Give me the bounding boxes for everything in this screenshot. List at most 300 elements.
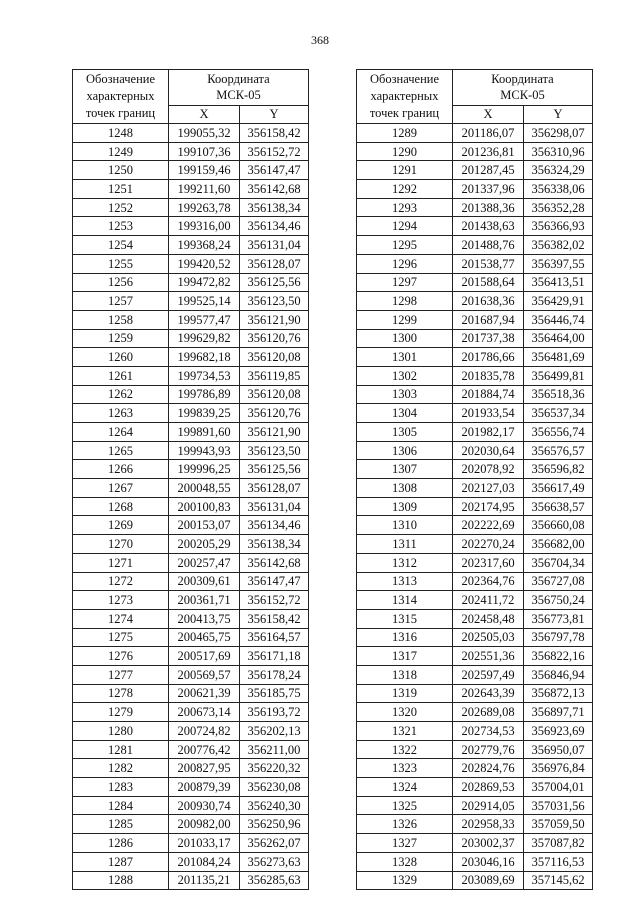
point-id-cell: 1298 — [357, 292, 453, 311]
y-coordinate-cell: 357145,62 — [524, 871, 593, 890]
x-coordinate-cell: 203002,37 — [453, 834, 524, 853]
point-id-cell: 1258 — [73, 310, 169, 329]
y-coordinate-cell: 356413,51 — [524, 273, 593, 292]
table-row — [73, 236, 309, 255]
point-id-cell: 1271 — [73, 553, 169, 572]
table-row — [73, 254, 309, 273]
y-coordinate-cell: 356429,91 — [524, 292, 593, 311]
point-id-cell: 1307 — [357, 460, 453, 479]
coordinate-header-line1: Координата — [491, 72, 554, 87]
x-coordinate-cell: 200517,69 — [169, 647, 240, 666]
y-coordinate-cell: 356171,18 — [240, 647, 309, 666]
x-coordinate-cell: 201488,76 — [453, 236, 524, 255]
y-coordinate-cell: 356660,08 — [524, 516, 593, 535]
x-coordinate-cell: 202824,76 — [453, 759, 524, 778]
table-row — [73, 852, 309, 871]
y-coordinate-cell: 357004,01 — [524, 778, 593, 797]
x-coordinate-cell: 201438,63 — [453, 217, 524, 236]
point-id-cell: 1261 — [73, 366, 169, 385]
x-coordinate-cell: 199263,78 — [169, 198, 240, 217]
point-id-cell: 1318 — [357, 665, 453, 684]
point-id-cell: 1289 — [357, 124, 453, 143]
table-row — [357, 124, 593, 143]
point-id-cell: 1302 — [357, 366, 453, 385]
y-coordinate-cell: 356142,68 — [240, 180, 309, 199]
point-id-cell: 1299 — [357, 310, 453, 329]
x-coordinate-cell: 200724,82 — [169, 722, 240, 741]
table-row — [73, 628, 309, 647]
y-coordinate-cell: 356123,50 — [240, 292, 309, 311]
point-id-cell: 1263 — [73, 404, 169, 423]
y-coordinate-cell: 356250,96 — [240, 815, 309, 834]
x-coordinate-cell: 201538,77 — [453, 254, 524, 273]
table-row — [357, 665, 593, 684]
y-coordinate-cell: 356142,68 — [240, 553, 309, 572]
point-id-cell: 1270 — [73, 535, 169, 554]
x-coordinate-cell: 202869,53 — [453, 778, 524, 797]
y-coordinate-cell: 356158,42 — [240, 124, 309, 143]
x-coordinate-cell: 199734,53 — [169, 366, 240, 385]
point-id-cell: 1327 — [357, 834, 453, 853]
y-coordinate-cell: 356556,74 — [524, 423, 593, 442]
y-coordinate-cell: 356120,76 — [240, 404, 309, 423]
table-row — [73, 366, 309, 385]
x-coordinate-cell: 200930,74 — [169, 796, 240, 815]
x-coordinate-cell: 200257,47 — [169, 553, 240, 572]
point-id-cell: 1287 — [73, 852, 169, 871]
x-coordinate-cell: 202364,76 — [453, 572, 524, 591]
y-coordinate-cell: 356158,42 — [240, 609, 309, 628]
point-id-cell: 1329 — [357, 871, 453, 890]
point-id-cell: 1282 — [73, 759, 169, 778]
table-row — [73, 441, 309, 460]
table-row — [357, 647, 593, 666]
table-row — [357, 497, 593, 516]
x-coordinate-cell: 200776,42 — [169, 740, 240, 759]
table-row — [73, 647, 309, 666]
y-coordinate-cell: 356147,47 — [240, 161, 309, 180]
x-column-header: X — [169, 105, 240, 123]
table-row — [73, 385, 309, 404]
point-id-cell: 1277 — [73, 665, 169, 684]
point-id-header-line2: характерных — [86, 89, 155, 103]
table-row — [73, 684, 309, 703]
point-id-cell: 1274 — [73, 609, 169, 628]
table-row — [357, 385, 593, 404]
x-coordinate-cell: 199159,46 — [169, 161, 240, 180]
x-coordinate-cell: 202458,48 — [453, 609, 524, 628]
point-id-cell: 1248 — [73, 124, 169, 143]
y-coordinate-cell: 356138,34 — [240, 198, 309, 217]
x-coordinate-cell: 200982,00 — [169, 815, 240, 834]
y-coordinate-cell: 356131,04 — [240, 236, 309, 255]
table-row — [73, 516, 309, 535]
point-id-cell: 1252 — [73, 198, 169, 217]
y-coordinate-cell: 356120,08 — [240, 348, 309, 367]
point-id-cell: 1301 — [357, 348, 453, 367]
table-row — [73, 460, 309, 479]
x-coordinate-cell: 201884,74 — [453, 385, 524, 404]
table-row — [73, 796, 309, 815]
x-coordinate-cell: 200361,71 — [169, 591, 240, 610]
x-coordinate-cell: 202127,03 — [453, 479, 524, 498]
table-row — [357, 516, 593, 535]
y-coordinate-cell: 356134,46 — [240, 217, 309, 236]
table-row — [73, 161, 309, 180]
x-coordinate-cell: 201135,21 — [169, 871, 240, 890]
coordinates-table-body — [357, 124, 593, 890]
y-column-header: Y — [240, 105, 309, 123]
point-id-cell: 1308 — [357, 479, 453, 498]
point-id-cell: 1260 — [73, 348, 169, 367]
y-coordinate-cell: 356121,90 — [240, 310, 309, 329]
table-row — [357, 479, 593, 498]
x-coordinate-cell: 202270,24 — [453, 535, 524, 554]
y-coordinate-cell: 356262,07 — [240, 834, 309, 853]
x-coordinate-cell: 199525,14 — [169, 292, 240, 311]
table-row — [357, 180, 593, 199]
x-coordinate-cell: 199107,36 — [169, 142, 240, 161]
y-coordinate-cell: 356152,72 — [240, 142, 309, 161]
table-row — [73, 703, 309, 722]
x-coordinate-cell: 202317,60 — [453, 553, 524, 572]
point-id-cell: 1256 — [73, 273, 169, 292]
x-coordinate-cell: 202505,03 — [453, 628, 524, 647]
y-coordinate-cell: 356125,56 — [240, 273, 309, 292]
point-id-cell: 1296 — [357, 254, 453, 273]
y-coordinate-cell: 356846,94 — [524, 665, 593, 684]
table-row — [357, 273, 593, 292]
point-id-cell: 1310 — [357, 516, 453, 535]
x-coordinate-cell: 201236,81 — [453, 142, 524, 161]
y-coordinate-cell: 356638,57 — [524, 497, 593, 516]
x-coordinate-cell: 199629,82 — [169, 329, 240, 348]
y-coordinate-cell: 356518,36 — [524, 385, 593, 404]
y-coordinate-cell: 357031,56 — [524, 796, 593, 815]
point-id-cell: 1319 — [357, 684, 453, 703]
y-coordinate-cell: 356273,63 — [240, 852, 309, 871]
y-coordinate-cell: 356727,08 — [524, 572, 593, 591]
x-coordinate-cell: 201687,94 — [453, 310, 524, 329]
point-id-cell: 1293 — [357, 198, 453, 217]
point-id-cell: 1257 — [73, 292, 169, 311]
y-coordinate-cell: 356366,93 — [524, 217, 593, 236]
point-id-cell: 1268 — [73, 497, 169, 516]
point-id-cell: 1285 — [73, 815, 169, 834]
point-id-header-line1: Обозначение — [369, 72, 440, 86]
x-coordinate-cell: 201186,07 — [453, 124, 524, 143]
point-id-cell: 1279 — [73, 703, 169, 722]
point-id-cell: 1272 — [73, 572, 169, 591]
y-coordinate-cell: 356230,08 — [240, 778, 309, 797]
table-row — [73, 722, 309, 741]
point-id-cell: 1280 — [73, 722, 169, 741]
x-coordinate-cell: 200621,39 — [169, 684, 240, 703]
table-row — [73, 273, 309, 292]
y-coordinate-cell: 357116,53 — [524, 852, 593, 871]
point-id-cell: 1323 — [357, 759, 453, 778]
table-row — [357, 553, 593, 572]
table-row — [357, 310, 593, 329]
point-id-cell: 1276 — [73, 647, 169, 666]
point-id-header — [357, 70, 453, 124]
y-coordinate-cell: 356976,84 — [524, 759, 593, 778]
table-row — [357, 815, 593, 834]
table-row — [357, 236, 593, 255]
coordinate-header-line1: Координата — [207, 72, 270, 87]
y-coordinate-cell: 356773,81 — [524, 609, 593, 628]
point-id-cell: 1278 — [73, 684, 169, 703]
table-row — [357, 142, 593, 161]
point-id-cell: 1309 — [357, 497, 453, 516]
x-coordinate-cell: 202411,72 — [453, 591, 524, 610]
x-coordinate-cell: 201033,17 — [169, 834, 240, 853]
table-row — [73, 759, 309, 778]
x-coordinate-cell: 199786,89 — [169, 385, 240, 404]
y-coordinate-cell: 356481,69 — [524, 348, 593, 367]
table-row — [73, 497, 309, 516]
y-coordinate-cell: 356923,69 — [524, 722, 593, 741]
x-column-header: X — [453, 105, 524, 123]
table-row — [357, 423, 593, 442]
x-coordinate-cell: 202958,33 — [453, 815, 524, 834]
table-row — [73, 553, 309, 572]
table-row — [357, 722, 593, 741]
point-id-cell: 1314 — [357, 591, 453, 610]
table-row — [73, 348, 309, 367]
table-row — [357, 292, 593, 311]
y-coordinate-cell: 356872,13 — [524, 684, 593, 703]
y-coordinate-cell: 356220,32 — [240, 759, 309, 778]
point-id-cell: 1281 — [73, 740, 169, 759]
x-coordinate-cell: 199839,25 — [169, 404, 240, 423]
table-row — [357, 834, 593, 853]
y-coordinate-cell: 356121,90 — [240, 423, 309, 442]
point-id-cell: 1273 — [73, 591, 169, 610]
table-row — [73, 180, 309, 199]
x-coordinate-cell: 202174,95 — [453, 497, 524, 516]
y-coordinate-cell: 356123,50 — [240, 441, 309, 460]
x-coordinate-cell: 201737,38 — [453, 329, 524, 348]
point-id-cell: 1304 — [357, 404, 453, 423]
table-row — [73, 871, 309, 890]
point-id-cell: 1328 — [357, 852, 453, 871]
y-coordinate-cell: 356576,57 — [524, 441, 593, 460]
table-row — [73, 292, 309, 311]
x-coordinate-cell: 202734,53 — [453, 722, 524, 741]
point-id-cell: 1291 — [357, 161, 453, 180]
point-id-cell: 1312 — [357, 553, 453, 572]
table-row — [357, 254, 593, 273]
y-coordinate-cell: 356797,78 — [524, 628, 593, 647]
y-coordinate-cell: 356128,07 — [240, 479, 309, 498]
point-id-cell: 1262 — [73, 385, 169, 404]
y-coordinate-cell: 356202,13 — [240, 722, 309, 741]
table-row — [357, 460, 593, 479]
y-coordinate-cell: 356596,82 — [524, 460, 593, 479]
y-coordinate-cell: 356617,49 — [524, 479, 593, 498]
point-id-cell: 1320 — [357, 703, 453, 722]
point-id-cell: 1303 — [357, 385, 453, 404]
point-id-cell: 1266 — [73, 460, 169, 479]
point-id-cell: 1326 — [357, 815, 453, 834]
y-coordinate-cell: 357059,50 — [524, 815, 593, 834]
y-coordinate-cell: 356178,24 — [240, 665, 309, 684]
x-coordinate-cell: 199420,52 — [169, 254, 240, 273]
y-coordinate-cell: 356499,81 — [524, 366, 593, 385]
point-id-cell: 1290 — [357, 142, 453, 161]
table-row — [357, 441, 593, 460]
point-id-cell: 1284 — [73, 796, 169, 815]
point-id-cell: 1275 — [73, 628, 169, 647]
table-row — [73, 479, 309, 498]
point-id-cell: 1325 — [357, 796, 453, 815]
point-id-cell: 1255 — [73, 254, 169, 273]
point-id-cell: 1249 — [73, 142, 169, 161]
y-coordinate-cell: 356119,85 — [240, 366, 309, 385]
x-coordinate-cell: 202779,76 — [453, 740, 524, 759]
point-id-cell: 1324 — [357, 778, 453, 797]
y-coordinate-cell: 356120,76 — [240, 329, 309, 348]
point-id-cell: 1259 — [73, 329, 169, 348]
table-row — [73, 217, 309, 236]
x-coordinate-cell: 203089,69 — [453, 871, 524, 890]
x-coordinate-cell: 201786,66 — [453, 348, 524, 367]
x-coordinate-cell: 201084,24 — [169, 852, 240, 871]
y-coordinate-cell: 356950,07 — [524, 740, 593, 759]
point-id-cell: 1264 — [73, 423, 169, 442]
y-coordinate-cell: 356185,75 — [240, 684, 309, 703]
x-coordinate-cell: 199943,93 — [169, 441, 240, 460]
point-id-cell: 1317 — [357, 647, 453, 666]
y-coordinate-cell: 356193,72 — [240, 703, 309, 722]
page-number: 368 — [311, 33, 329, 47]
y-coordinate-cell: 356152,72 — [240, 591, 309, 610]
table-row — [73, 834, 309, 853]
x-coordinate-cell: 202597,49 — [453, 665, 524, 684]
table-row — [73, 591, 309, 610]
table-row — [73, 665, 309, 684]
table-row — [357, 871, 593, 890]
point-id-cell: 1316 — [357, 628, 453, 647]
table-row — [73, 423, 309, 442]
coordinates-table-body — [73, 124, 309, 890]
x-coordinate-cell: 201982,17 — [453, 423, 524, 442]
x-coordinate-cell: 199996,25 — [169, 460, 240, 479]
y-coordinate-cell: 356822,16 — [524, 647, 593, 666]
table-row — [357, 759, 593, 778]
x-coordinate-cell: 200048,55 — [169, 479, 240, 498]
y-coordinate-cell: 356464,00 — [524, 329, 593, 348]
coordinate-header — [453, 70, 593, 106]
x-coordinate-cell: 201835,78 — [453, 366, 524, 385]
table-row — [357, 572, 593, 591]
y-coordinate-cell: 356134,46 — [240, 516, 309, 535]
table-row — [73, 124, 309, 143]
x-coordinate-cell: 202222,69 — [453, 516, 524, 535]
table-row — [73, 740, 309, 759]
table-row — [357, 348, 593, 367]
point-id-cell: 1315 — [357, 609, 453, 628]
table-row — [73, 535, 309, 554]
point-id-cell: 1294 — [357, 217, 453, 236]
coordinate-header-line2: МСК-05 — [500, 88, 545, 103]
y-coordinate-cell: 356382,02 — [524, 236, 593, 255]
y-coordinate-cell: 356138,34 — [240, 535, 309, 554]
point-id-cell: 1253 — [73, 217, 169, 236]
point-id-cell: 1295 — [357, 236, 453, 255]
point-id-cell: 1265 — [73, 441, 169, 460]
point-id-header-line1: Обозначение — [85, 72, 156, 86]
point-id-cell: 1283 — [73, 778, 169, 797]
point-id-cell: 1300 — [357, 329, 453, 348]
x-coordinate-cell: 202030,64 — [453, 441, 524, 460]
y-coordinate-cell: 356240,30 — [240, 796, 309, 815]
point-id-cell: 1250 — [73, 161, 169, 180]
point-id-cell: 1292 — [357, 180, 453, 199]
table-row — [357, 684, 593, 703]
point-id-cell: 1269 — [73, 516, 169, 535]
point-id-header-line3: точек границ — [85, 106, 156, 120]
x-coordinate-cell: 202078,92 — [453, 460, 524, 479]
table-row — [357, 404, 593, 423]
x-coordinate-cell: 200569,57 — [169, 665, 240, 684]
x-coordinate-cell: 200100,83 — [169, 497, 240, 516]
x-coordinate-cell: 199682,18 — [169, 348, 240, 367]
y-coordinate-cell: 356298,07 — [524, 124, 593, 143]
table-row — [357, 852, 593, 871]
table-row — [357, 778, 593, 797]
x-coordinate-cell: 199211,60 — [169, 180, 240, 199]
x-coordinate-cell: 202914,05 — [453, 796, 524, 815]
x-coordinate-cell: 199891,60 — [169, 423, 240, 442]
y-coordinate-cell: 356352,28 — [524, 198, 593, 217]
x-coordinate-cell: 200673,14 — [169, 703, 240, 722]
point-id-header — [73, 70, 169, 124]
y-coordinate-cell: 356537,34 — [524, 404, 593, 423]
y-coordinate-cell: 357087,82 — [524, 834, 593, 853]
table-row — [357, 609, 593, 628]
y-coordinate-cell: 356128,07 — [240, 254, 309, 273]
x-coordinate-cell: 201287,45 — [453, 161, 524, 180]
x-coordinate-cell: 200879,39 — [169, 778, 240, 797]
point-id-cell: 1311 — [357, 535, 453, 554]
table-row — [357, 535, 593, 554]
table-row — [73, 329, 309, 348]
x-coordinate-cell: 200413,75 — [169, 609, 240, 628]
y-coordinate-cell: 356164,57 — [240, 628, 309, 647]
table-row — [357, 217, 593, 236]
point-id-cell: 1297 — [357, 273, 453, 292]
point-id-cell: 1313 — [357, 572, 453, 591]
x-coordinate-cell: 201388,36 — [453, 198, 524, 217]
y-coordinate-cell: 356131,04 — [240, 497, 309, 516]
point-id-cell: 1321 — [357, 722, 453, 741]
y-column-header: Y — [524, 105, 593, 123]
x-coordinate-cell: 201588,64 — [453, 273, 524, 292]
table-row — [357, 796, 593, 815]
y-coordinate-cell: 356682,00 — [524, 535, 593, 554]
y-coordinate-cell: 356125,56 — [240, 460, 309, 479]
x-coordinate-cell: 203046,16 — [453, 852, 524, 871]
point-id-cell: 1288 — [73, 871, 169, 890]
x-coordinate-cell: 200309,61 — [169, 572, 240, 591]
point-id-cell: 1305 — [357, 423, 453, 442]
point-id-cell: 1322 — [357, 740, 453, 759]
table-row — [357, 366, 593, 385]
table-row — [357, 628, 593, 647]
table-row — [357, 703, 593, 722]
